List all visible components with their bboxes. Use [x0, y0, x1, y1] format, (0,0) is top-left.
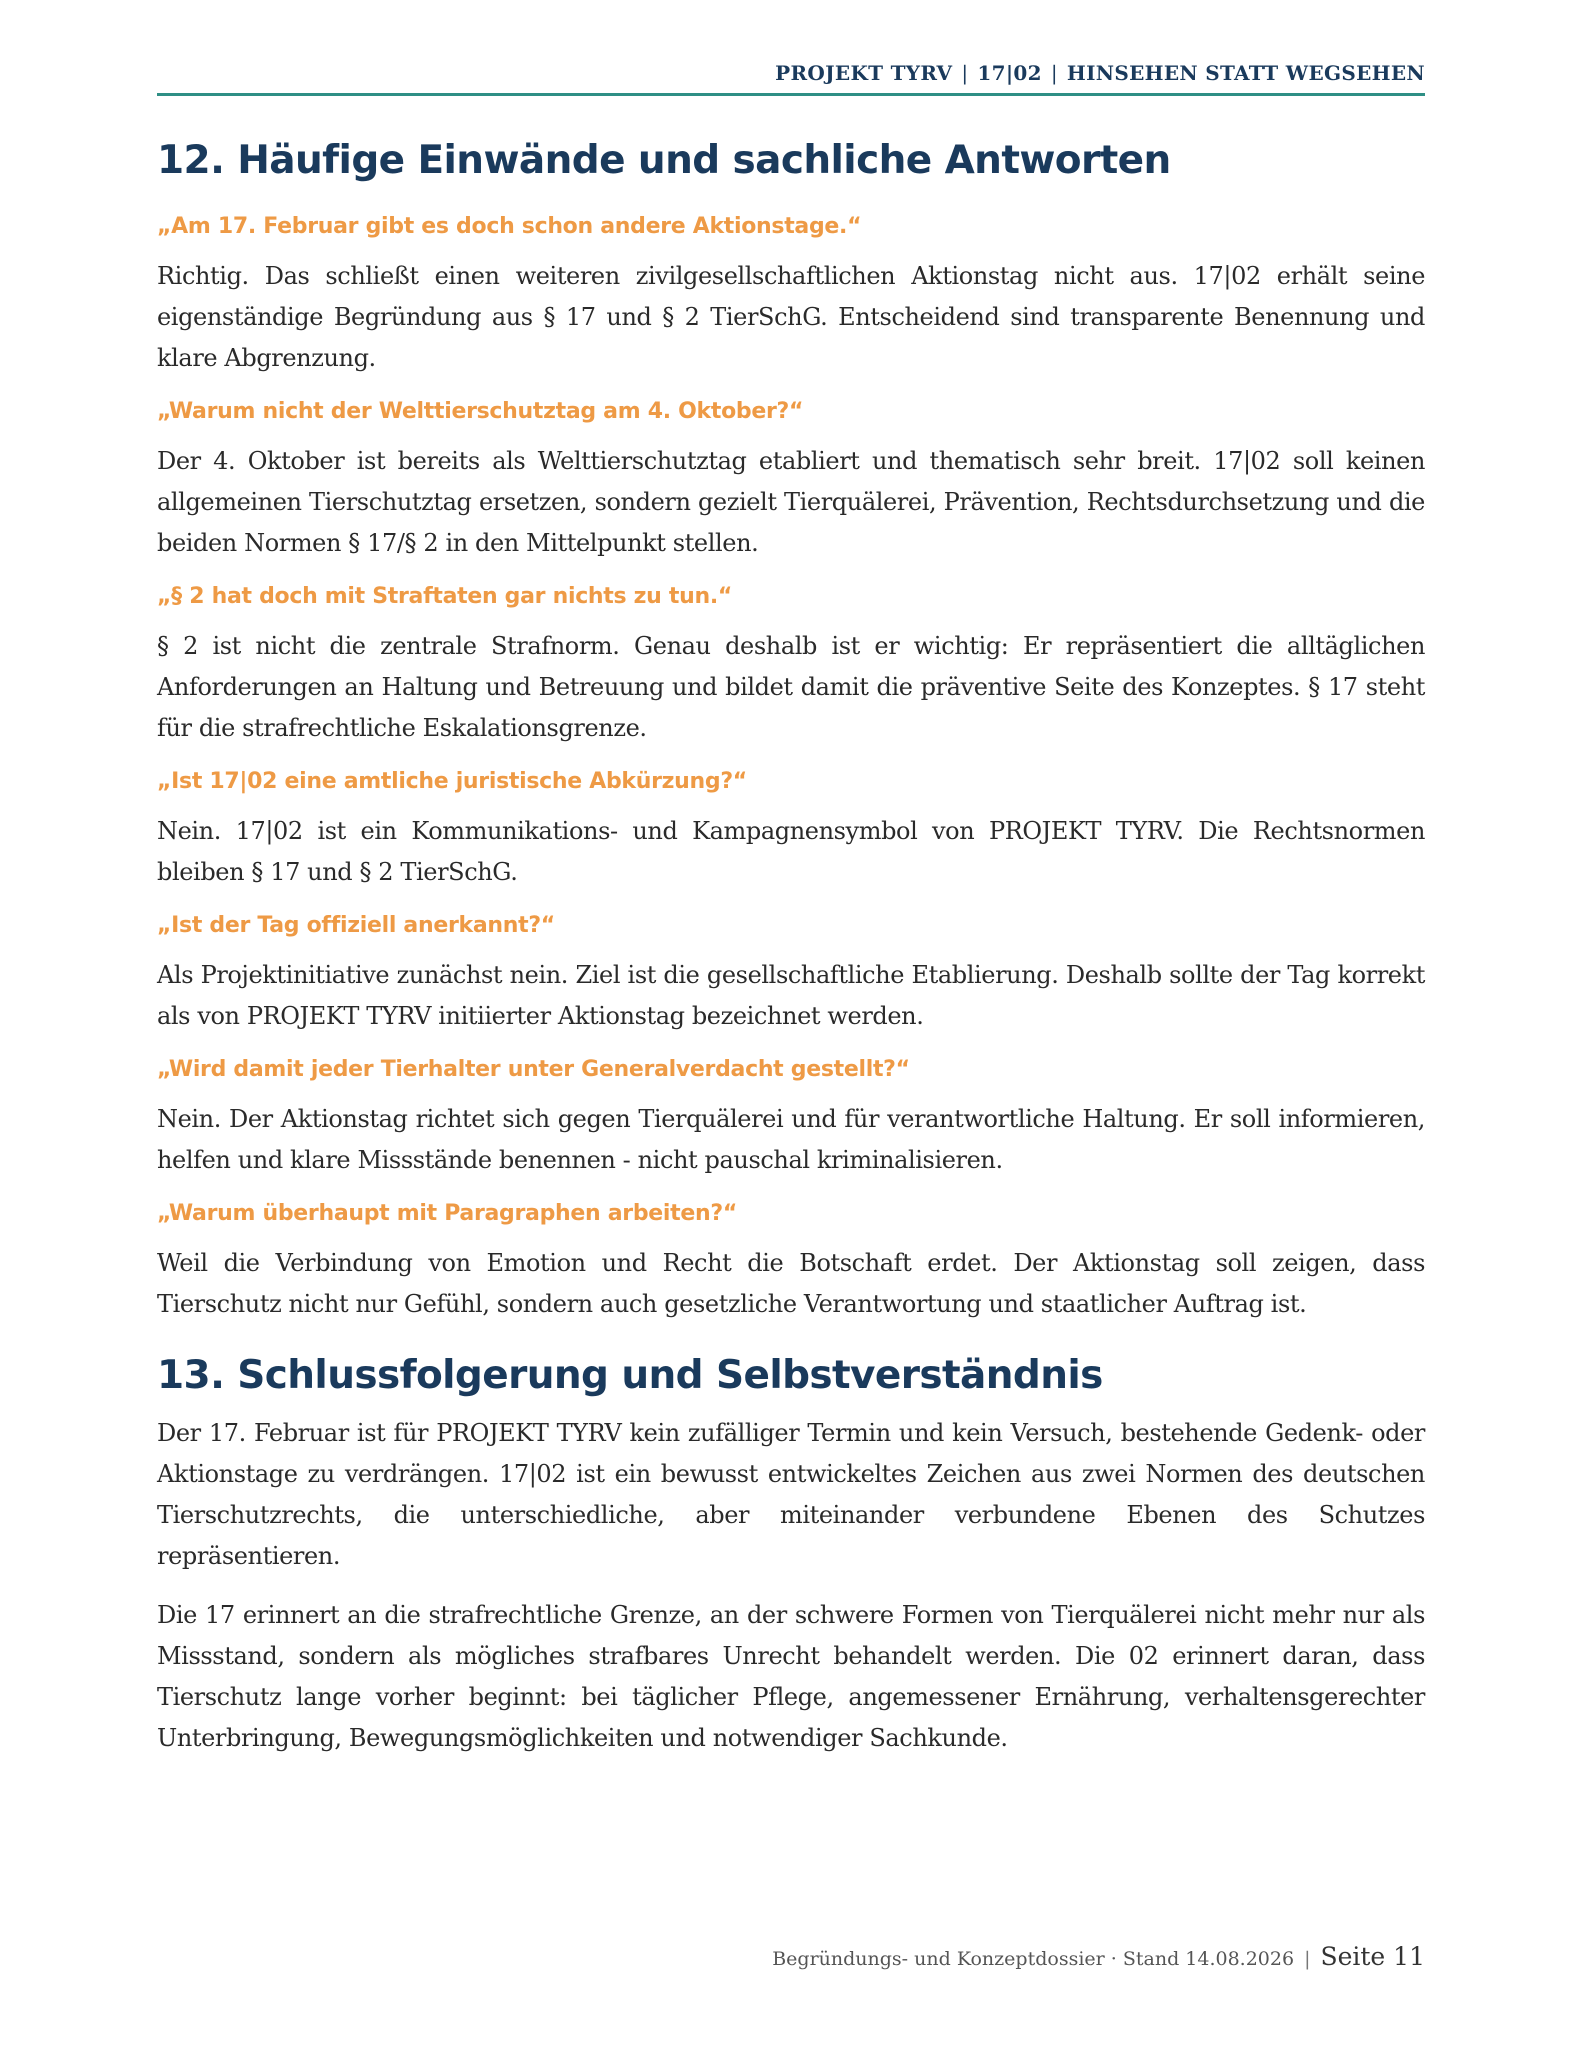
- objection-question: „Ist der Tag offiziell anerkannt?“: [157, 913, 555, 938]
- header-code: 17|02: [977, 61, 1042, 85]
- header-separator: |: [961, 61, 969, 85]
- header-separator: |: [1050, 61, 1058, 85]
- section-12-title: 12. Häufige Einwände und sachliche Antworten: [157, 138, 1171, 183]
- page-number: Seite 11: [1320, 1942, 1425, 1971]
- conclusion-paragraph: Die 17 erinnert an die strafrechtliche Grenze, an der schwere Formen von Tierquälerei nicht mehr nur als Missstand, sondern als mögliches strafbares Unrecht behandelt werden. Die 02 erinnert daran, dass Tierschutz lange vorher beginnt: bei täglicher Pflege, angemessener Ernährung, verhaltensgerechter Unterbringung, Bewegungsmöglichkeiten und notwendiger Sachkunde.: [157, 1601, 1425, 1752]
- objection-question: „Wird damit jeder Tierhalter unter Generalverdacht gestellt?“: [157, 1057, 910, 1082]
- footer-separator: |: [1304, 1948, 1311, 1970]
- objection-answer: Nein. 17|02 ist ein Kommunikations- und Kampagnensymbol von PROJEKT TYRV. Die Rechtsnormen bleiben § 17 und § 2 TierSchG.: [157, 817, 1425, 886]
- objection-answer: Richtig. Das schließt einen weiteren zivilgesellschaftlichen Aktionstag nicht aus. 17|02 erhält seine eigenständige Begründung aus § 17 und § 2 TierSchG. Entscheidend sind transparente Benennung und klare Abgrenzung.: [157, 262, 1425, 372]
- objection-answer: Der 4. Oktober ist bereits als Welttierschutztag etabliert und thematisch sehr breit. 17|02 soll keinen allgemeinen Tierschutztag ersetzen, sondern gezielt Tierquälerei, Prävention, Rechtsdurchsetzung und die beiden Normen § 17/§ 2 in den Mittelpunkt stellen.: [157, 447, 1425, 557]
- objection-answer: Nein. Der Aktionstag richtet sich gegen Tierquälerei und für verantwortliche Haltung. Er soll informieren, helfen und klare Missstände benennen - nicht pauschal kriminalisieren.: [157, 1105, 1425, 1174]
- running-footer: [772, 1942, 1425, 1971]
- header-project: PROJEKT TYRV: [775, 61, 953, 85]
- document-page: [157, 0, 1425, 2048]
- objection-question: „Warum überhaupt mit Paragraphen arbeiten?“: [157, 1201, 737, 1226]
- running-header: [157, 60, 1425, 96]
- page-content: [157, 128, 1425, 1777]
- objection-answer: § 2 ist nicht die zentrale Strafnorm. Genau deshalb ist er wichtig: Er repräsentiert die alltäglichen Anforderungen an Haltung und Betreuung und bildet damit die präventive Seite des Konzeptes. § 17 steht für die strafrechtliche Eskalationsgrenze.: [157, 632, 1425, 742]
- header-motto: HINSEHEN STATT WEGSEHEN: [1066, 61, 1425, 85]
- footer-text: Begründungs- und Konzeptdossier · Stand 14.08.2026: [772, 1948, 1295, 1970]
- objection-question: „Ist 17|02 eine amtliche juristische Abkürzung?“: [157, 769, 747, 794]
- objection-question: „Warum nicht der Welttierschutztag am 4. Oktober?“: [157, 399, 804, 424]
- objection-answer: Als Projektinitiative zunächst nein. Ziel ist die gesellschaftliche Etablierung. Deshalb sollte der Tag korrekt als von PROJEKT TYRV initiierter Aktionstag bezeichnet werden.: [157, 961, 1425, 1030]
- objection-question: „Am 17. Februar gibt es doch schon andere Aktionstage.“: [157, 214, 862, 239]
- conclusion-paragraph: Der 17. Februar ist für PROJEKT TYRV kein zufälliger Termin und kein Versuch, bestehende Gedenk- oder Aktionstage zu verdrängen. 17|02 ist ein bewusst entwickeltes Zeichen aus zwei Normen des deutschen Tierschutzrechts, die unterschiedliche, aber miteinander verbundene Ebenen des Schutzes repräsentieren.: [157, 1419, 1425, 1570]
- objection-answer: Weil die Verbindung von Emotion und Recht die Botschaft erdet. Der Aktionstag soll zeigen, dass Tierschutz nicht nur Gefühl, sondern auch gesetzliche Verantwortung und staatlicher Auftrag ist.: [157, 1249, 1425, 1318]
- objection-question: „§ 2 hat doch mit Straftaten gar nichts zu tun.“: [157, 584, 733, 609]
- section-13-title: 13. Schlussfolgerung und Selbstverständnis: [157, 1353, 1103, 1398]
